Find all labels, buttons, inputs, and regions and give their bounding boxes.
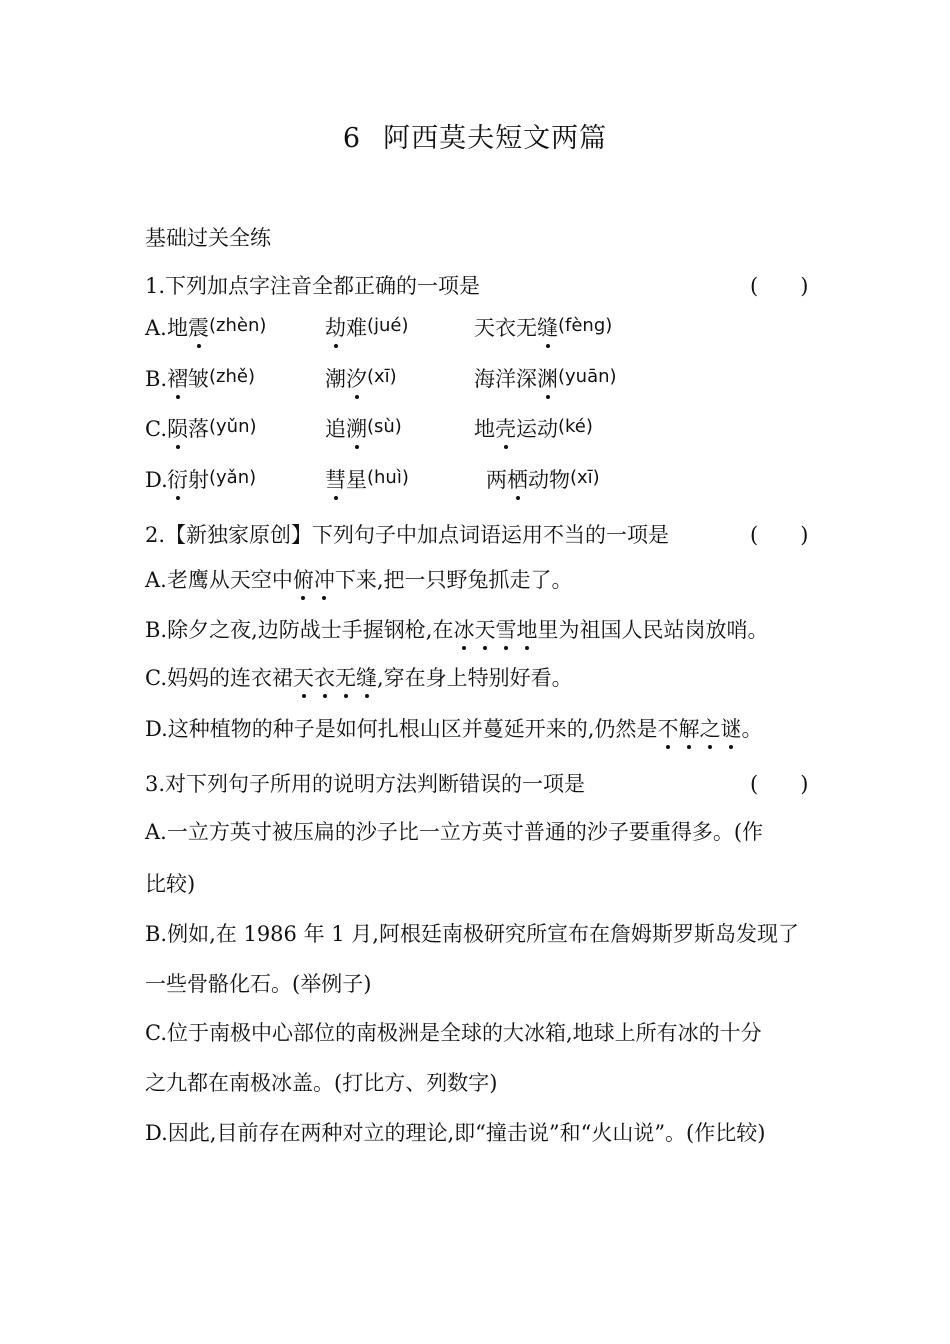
pinyin: (zhèn)	[209, 315, 267, 336]
q3-option-b-line2: 一些骨骼化石。(举例子)	[145, 972, 372, 996]
dotted-char: 壳	[495, 417, 516, 441]
dotted-char: 雪	[495, 618, 517, 642]
pinyin: (yǎn)	[209, 467, 257, 488]
q3-option-c-line2: 之九都在南极冰盖。(打比方、列数字)	[145, 1071, 498, 1095]
dotted-char: 褶	[167, 367, 188, 391]
q1-option-word	[325, 415, 402, 445]
word-text: 动物	[528, 468, 570, 492]
dotted-char: 不	[657, 717, 679, 741]
lesson-number: 6	[342, 123, 362, 154]
word-text: 落	[188, 417, 209, 441]
word-text: 海洋深	[474, 367, 537, 391]
q3-option-a-line2: 比较)	[145, 872, 196, 896]
pinyin: (fèng)	[558, 315, 613, 336]
q3-option-d: D.因此,目前存在两种对立的理论,即“撞击说”和“火山说”。(作比较)	[145, 1121, 766, 1145]
pinyin: (huì)	[367, 467, 409, 488]
dotted-char: 冲	[313, 568, 335, 592]
word-text: 天衣无	[474, 316, 537, 340]
dotted-char: 溯	[346, 417, 367, 441]
word-text: 潮	[325, 367, 346, 391]
option-text: 下来,把一只野兔抓走了。	[334, 568, 573, 592]
option-text: A.老鹰从天空中	[145, 568, 293, 592]
dotted-char: 地	[516, 618, 538, 642]
q1-option-word	[167, 415, 257, 445]
word-text: 追	[325, 417, 346, 441]
word-text: 星	[346, 468, 367, 492]
dotted-char: 衣	[314, 666, 335, 690]
dotted-char: 栖	[507, 468, 528, 492]
dotted-char: 缝	[537, 316, 558, 340]
q3-option-b-line1: B.例如,在 1986 年 1 月,阿根廷南极研究所宣布在詹姆斯罗斯岛发现了	[145, 922, 799, 946]
dotted-char: 谜	[720, 717, 742, 741]
dotted-char: 渊	[537, 367, 558, 391]
option-text: 里为祖国人民站岗放哨。	[537, 618, 769, 642]
q1-option-label: A.	[145, 316, 167, 340]
dotted-char: 震	[188, 316, 209, 340]
q1-answer-bracket: ( )	[750, 274, 809, 298]
word-text: 运动	[516, 417, 558, 441]
pinyin: (xī)	[570, 467, 600, 488]
q1-option-word	[325, 314, 409, 344]
q2-option-c	[145, 664, 573, 692]
word-text: 地	[474, 417, 495, 441]
q3-answer-bracket: ( )	[750, 772, 809, 796]
word-text: 皱	[188, 367, 209, 391]
q1-option-word	[474, 365, 617, 395]
q2-answer-bracket: ( )	[750, 523, 809, 547]
pinyin: (jué)	[367, 315, 409, 336]
lesson-title: 阿西莫夫短文两篇	[383, 123, 608, 154]
pinyin: (sù)	[367, 416, 402, 437]
dotted-char: 汐	[346, 367, 367, 391]
q1-option-word	[167, 365, 255, 395]
pinyin: (yuān)	[558, 366, 617, 387]
option-text: ,穿在身上特别好看。	[377, 666, 573, 690]
section-heading: 基础过关全练	[145, 226, 271, 250]
q2-option-b	[145, 616, 768, 644]
q3-option-a-line1: A.一立方英寸被压扁的沙子比一立方英寸普通的沙子要重得多。(作	[145, 820, 764, 844]
option-text: C.妈妈的连衣裙	[145, 666, 293, 690]
dotted-char: 俯	[292, 568, 314, 592]
pinyin: (xī)	[367, 366, 397, 387]
dotted-char: 陨	[167, 417, 188, 441]
q1-option-label: C.	[145, 417, 167, 441]
q1-option-word	[325, 365, 397, 395]
word-text: 两	[486, 468, 507, 492]
dotted-char: 衍	[167, 468, 188, 492]
q2-option-a	[145, 566, 573, 594]
q1-option-word	[325, 466, 409, 496]
dotted-char: 彗	[325, 468, 346, 492]
q3-stem: 3.对下列句子所用的说明方法判断错误的一项是	[145, 772, 586, 796]
pinyin: (zhě)	[209, 366, 255, 387]
q1-option-word	[474, 415, 593, 445]
q1-option-label: D.	[145, 468, 168, 492]
dotted-char: 天	[293, 666, 314, 690]
option-text: B.除夕之夜,边防战士手握钢枪,在	[145, 618, 454, 642]
word-text: 难	[346, 316, 367, 340]
q3-option-c-line1: C.位于南极中心部位的南极洲是全球的大冰箱,地球上所有冰的十分	[145, 1021, 762, 1045]
word-text: 射	[188, 468, 209, 492]
dotted-char: 冰	[453, 618, 475, 642]
q1-option-label: B.	[145, 367, 168, 391]
word-text: 地	[167, 316, 188, 340]
q1-option-word	[474, 314, 612, 344]
option-text: D.这种植物的种子是如何扎根山区并蔓延开来的,仍然是	[145, 717, 658, 741]
page-title	[0, 116, 950, 155]
option-text: 。	[741, 717, 763, 741]
dotted-char: 天	[474, 618, 496, 642]
dotted-char: 劫	[325, 316, 346, 340]
q1-option-word	[167, 466, 256, 496]
dotted-char: 之	[699, 717, 721, 741]
q2-stem: 2.【新独家原创】下列句子中加点词语运用不当的一项是	[145, 523, 670, 547]
q1-stem: 1.下列加点字注音全都正确的一项是	[145, 274, 481, 298]
pinyin: (ké)	[558, 416, 593, 437]
q1-option-word	[486, 466, 600, 496]
dotted-char: 解	[678, 717, 700, 741]
dotted-char: 无	[335, 666, 356, 690]
pinyin: (yǔn)	[209, 416, 257, 437]
dotted-char: 缝	[356, 666, 377, 690]
q1-option-word	[167, 314, 266, 344]
q2-option-d	[145, 715, 762, 743]
